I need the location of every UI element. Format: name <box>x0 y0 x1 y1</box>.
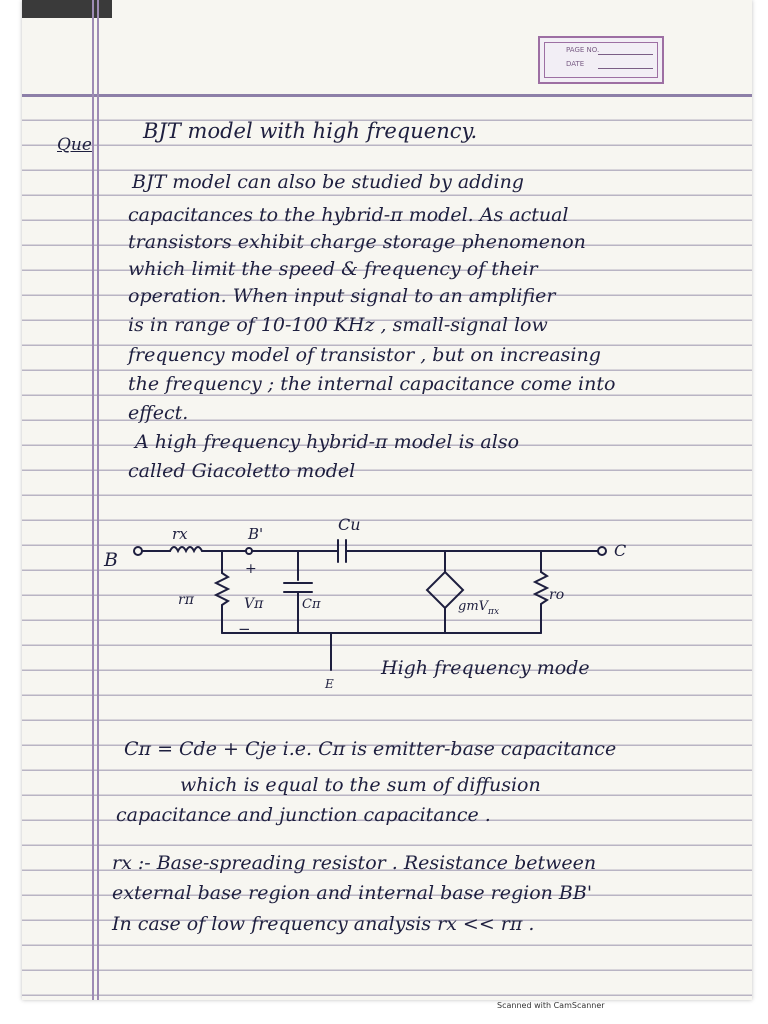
circuit-caption: High frequency mode <box>381 657 590 679</box>
paragraph-line: BJT model can also be studied by adding <box>132 171 524 193</box>
definition-line: which is equal to the sum of diffusion <box>180 774 541 796</box>
paragraph-line: called Giacoletto model <box>128 460 356 482</box>
definition-line: external base region and internal base region BB' <box>112 882 593 904</box>
plus-label: + <box>245 561 257 577</box>
collector-terminal <box>598 547 606 555</box>
paragraph-line: the frequency ; the internal capacitance come into <box>128 373 616 395</box>
c-label: C <box>614 541 627 560</box>
rpi-resistor <box>216 573 228 605</box>
paragraph-line: operation. When input signal to an amplifier <box>128 285 556 307</box>
date-label: DATE <box>566 60 585 68</box>
vpi-label: Vπ <box>244 596 264 612</box>
rx-label: rx <box>172 525 188 543</box>
minus-label: − <box>238 620 251 638</box>
rx-resistor <box>170 547 202 551</box>
ro-resistor <box>535 572 547 604</box>
base-terminal <box>134 547 142 555</box>
page-number-label: PAGE NO. <box>566 46 600 54</box>
definition-line: capacitance and junction capacitance . <box>116 804 491 826</box>
definition-line: rx :- Base-spreading resistor . Resistance between <box>112 852 597 874</box>
question-title: BJT model with high frequency. <box>143 119 478 143</box>
paragraph-line: is in range of 10-100 KHz , small-signal low <box>128 314 548 336</box>
rpi-label: rπ <box>178 592 194 608</box>
paragraph-line: effect. <box>128 402 189 424</box>
b-prime-label: B' <box>248 525 264 543</box>
cpi-label: Cπ <box>302 597 321 612</box>
gm-label: gmV$_{\pi x}$ <box>458 599 500 617</box>
definition-line: Cπ = Cde + Cje i.e. Cπ is emitter-base capacitance <box>124 738 617 760</box>
paragraph-line: capacitances to the hybrid-π model. As actual <box>128 204 569 226</box>
paragraph-line: which limit the speed & frequency of their <box>128 258 538 280</box>
b-label: B <box>104 549 118 571</box>
ro-label: ro <box>549 587 565 603</box>
definition-line: In case of low frequency analysis rx << rπ . <box>112 913 535 935</box>
paragraph-line: A high frequency hybrid-π model is also <box>135 431 520 453</box>
question-label: Que <box>57 135 92 155</box>
e-label: E <box>325 677 334 691</box>
paragraph-line: transistors exhibit charge storage phenomenon <box>128 231 586 253</box>
paragraph-line: frequency model of transistor , but on increasing <box>128 344 601 366</box>
scanner-watermark: Scanned with CamScanner <box>497 1001 605 1010</box>
cu-label: Cu <box>338 515 361 534</box>
